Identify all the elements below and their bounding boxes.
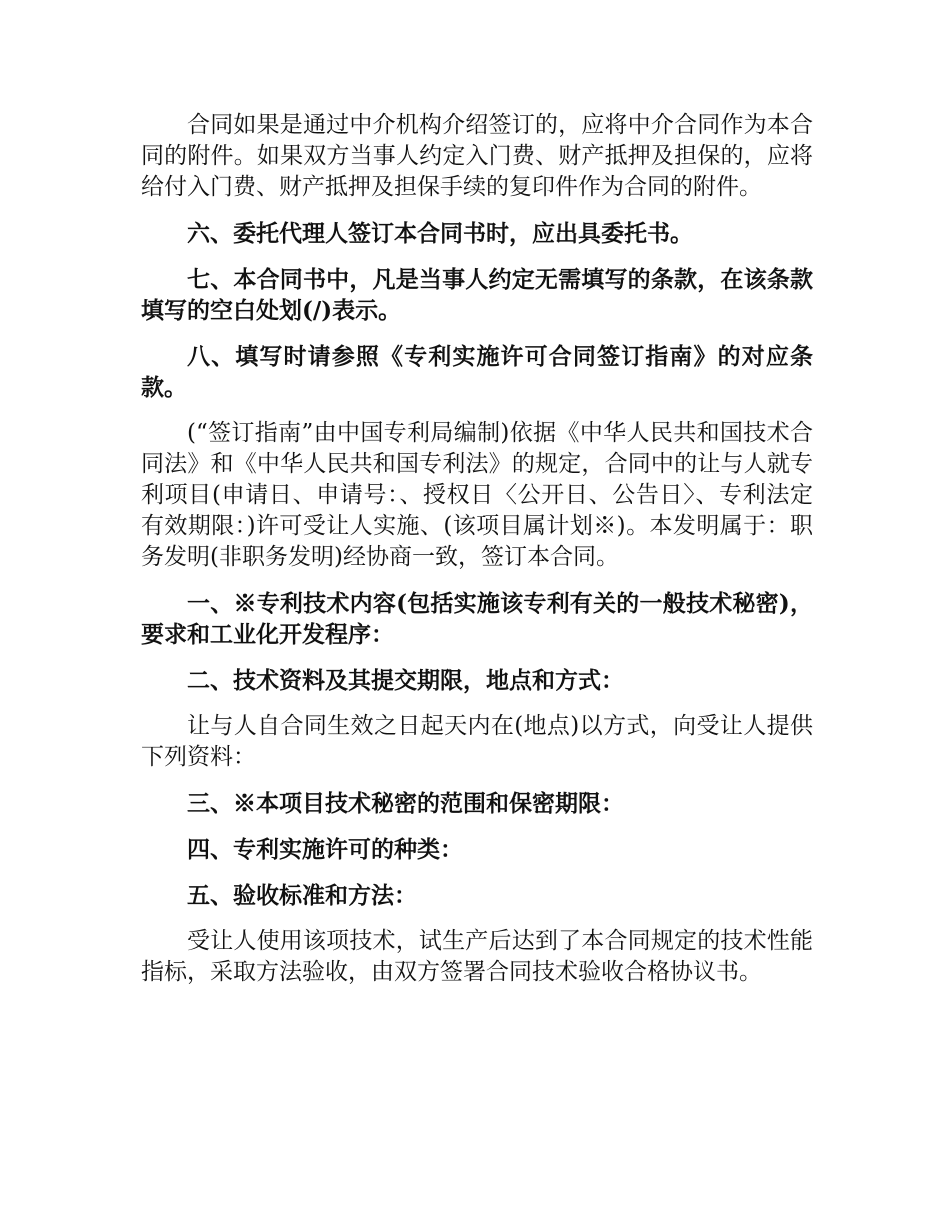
document-page — [141, 110, 813, 1003]
heading-section-2: 二、技术资料及其提交期限，地点和方式： — [187, 667, 624, 694]
heading-clause-6: 六、委托代理人签订本合同书时，应出具委托书。 — [187, 220, 693, 247]
paragraph-agency-contract: 合同如果是通过中介机构介绍签订的，应将中介合同作为本合同的附件。如果双方当事人约定入门费、财产抵押及担保的，应将给付入门费、财产抵押及担保手续的复印件作为合同的附件。 — [141, 112, 813, 200]
paragraph-section-5-body: 受让人使用该项技术，试生产后达到了本合同规定的技术性能指标，采取方法验收，由双方签署合同技术验收合格协议书。 — [141, 928, 813, 985]
heading-section-4: 四、专利实施许可的种类： — [187, 836, 463, 863]
heading-clause-8: 八、填写时请参照《专利实施许可合同签订指南》的对应条款。 — [141, 343, 813, 401]
heading-clause-7: 七、本合同书中，凡是当事人约定无需填写的条款，在该条款填写的空白处划(/)表示。 — [141, 266, 813, 324]
paragraph-preamble: (“签订指南”由中国专利局编制)依据《中华人民共和国技术合同法》和《中华人民共和国专利法》的规定，合同中的让与人就专利项目(申请日、申请号：、授权日〈公开日、公告日〉、专利法定有效期限：)许可受让人实施、(该项目属计划※)。本发明属于：职务发明(非职务发明)经协商一致，签订本合同。 — [141, 420, 813, 570]
heading-section-1: 一、※专利技术内容(包括实施该专利有关的一般技术秘密)，要求和工业化开发程序： — [141, 590, 813, 648]
heading-section-5: 五、验收标准和方法： — [187, 882, 417, 909]
heading-section-3: 三、※本项目技术秘密的范围和保密期限： — [187, 790, 624, 817]
paragraph-section-2-body: 让与人自合同生效之日起天内在(地点)以方式，向受让人提供下列资料： — [141, 713, 813, 770]
